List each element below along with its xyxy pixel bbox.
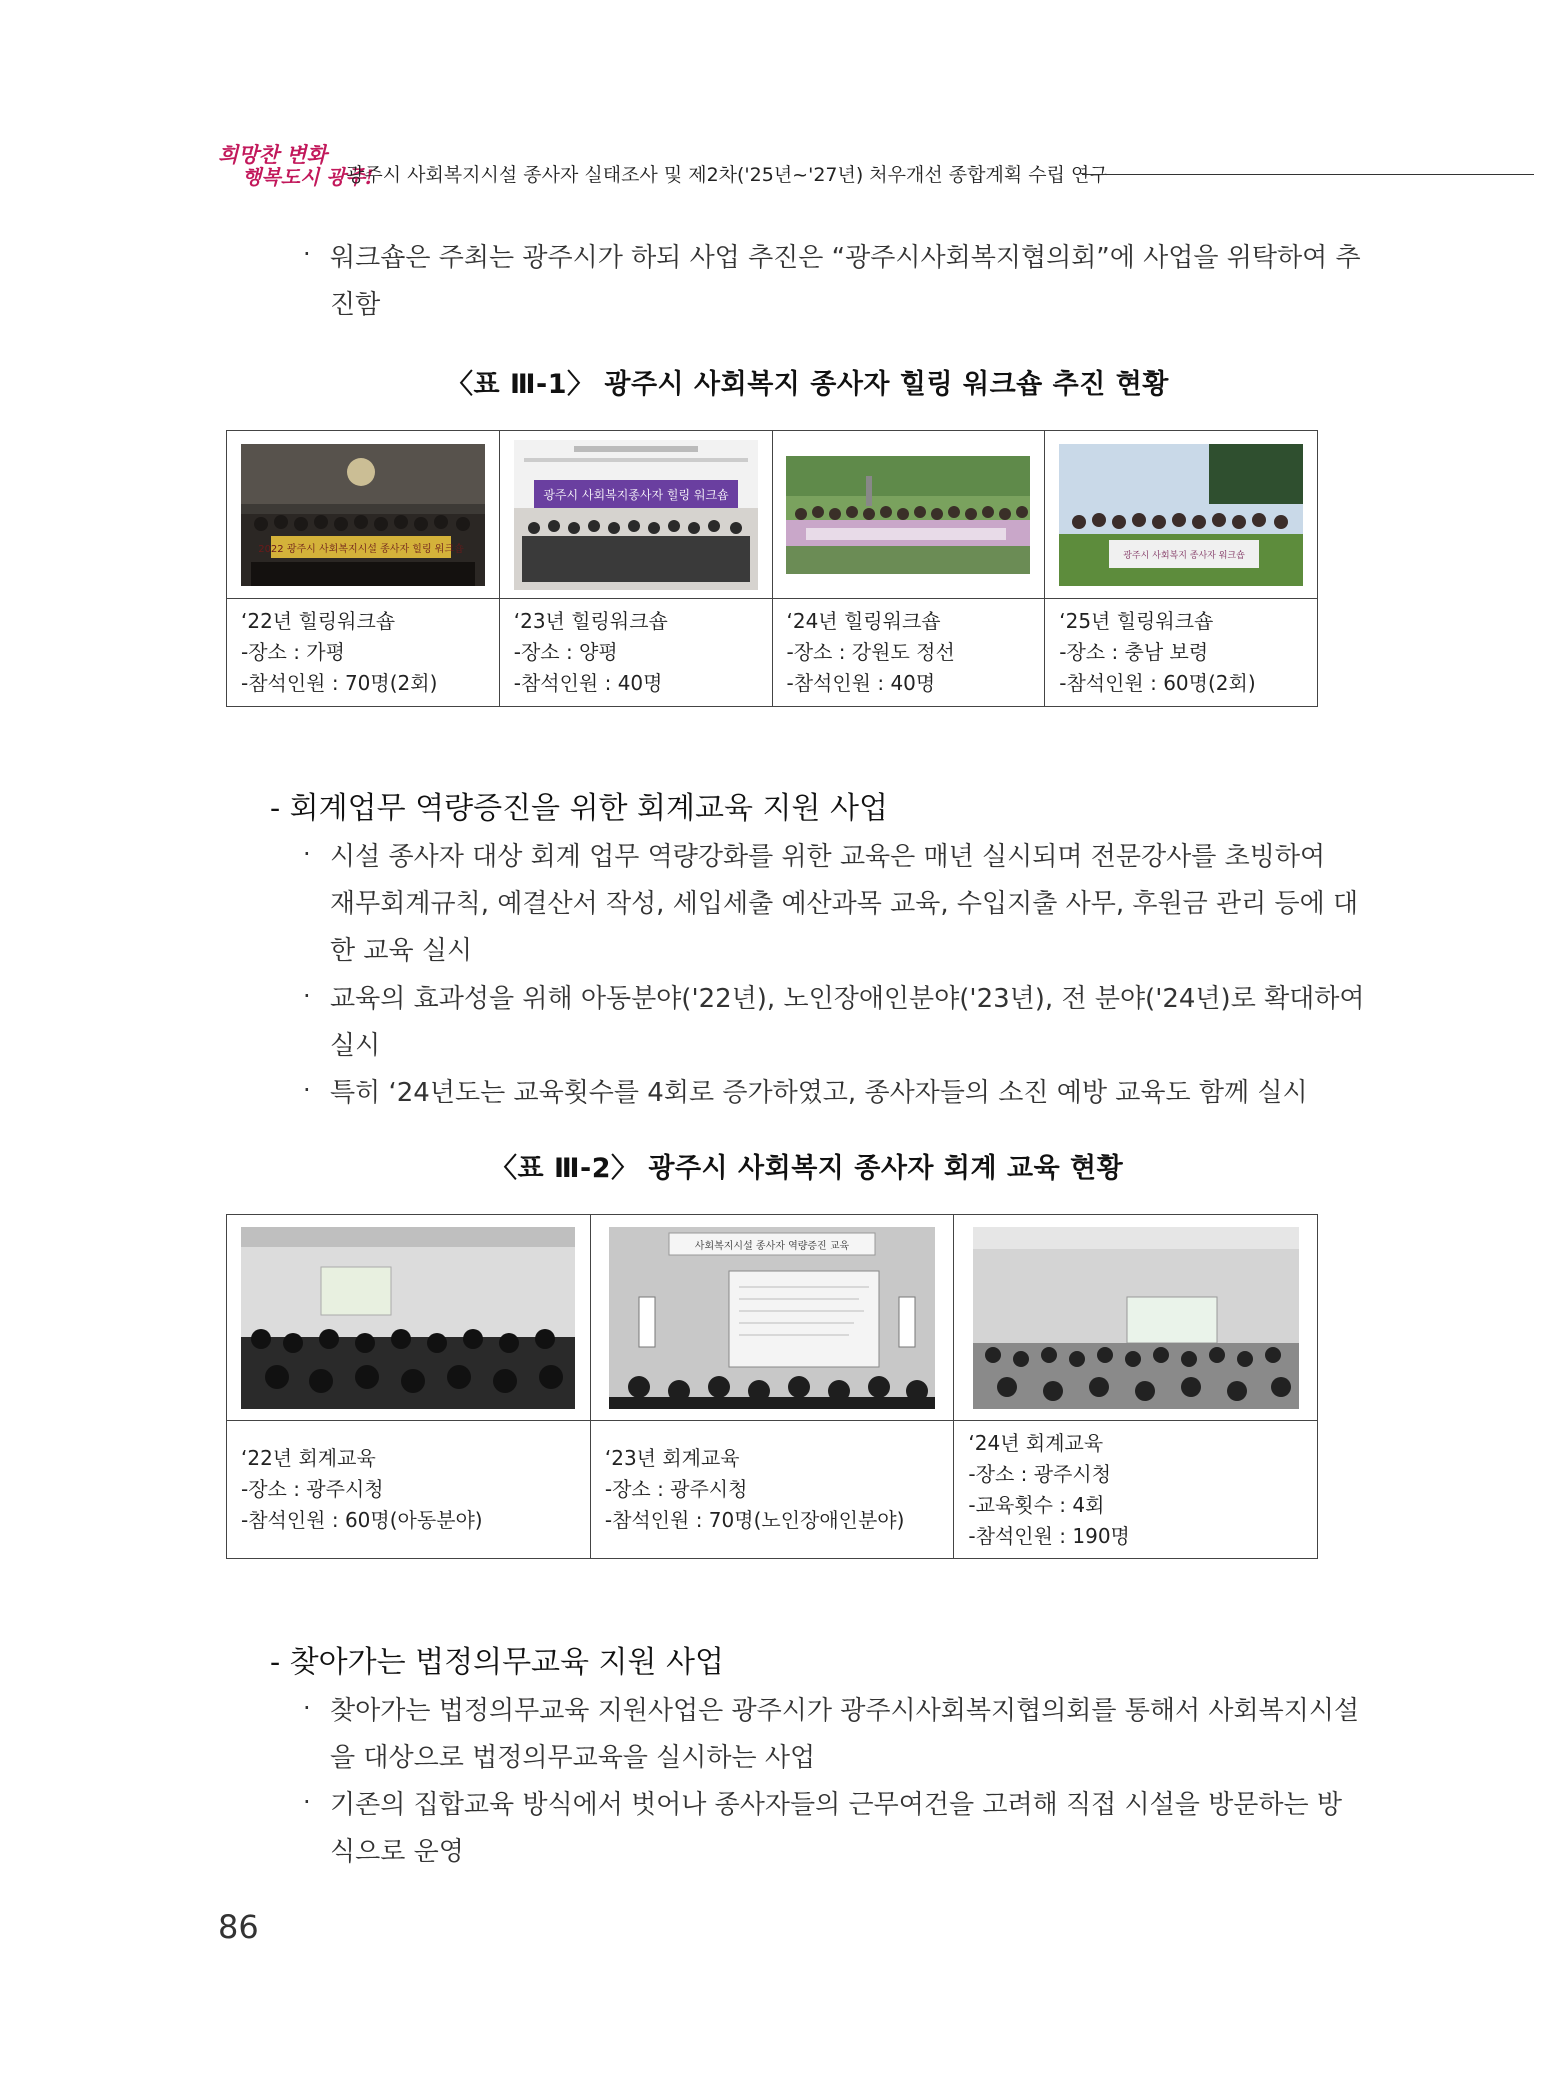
workshop-attendees: -참석인원 : 70명(2회)	[241, 671, 438, 695]
workshop-attendees: -참석인원 : 60명(2회)	[1059, 671, 1256, 695]
photo-banner-text: 광주시 사회복지종사자 힐링 워크숍	[542, 487, 729, 502]
logo-line2: 행복도시 광주!	[242, 165, 374, 189]
table1-photo-cell	[227, 431, 500, 599]
table1-photo-cell	[1045, 431, 1318, 599]
table2-photo-cell	[954, 1215, 1318, 1421]
photo-banner-text: 광주시 사회복지 종사자 워크숍	[1123, 550, 1245, 561]
accounting-place: -장소 : 광주시청	[968, 1461, 1112, 1486]
header-rule	[1082, 174, 1534, 175]
workshop-year: ‘25년 힐링워크숍	[1059, 609, 1214, 633]
table1-text-cell	[499, 599, 772, 707]
workshop-place: -장소 : 가평	[241, 640, 345, 664]
photo-2024-workshop	[786, 456, 1030, 574]
accounting-sessions: -교육횟수 : 4회	[968, 1492, 1105, 1517]
workshop-attendees: -참석인원 : 40명	[786, 671, 936, 695]
intro-bullet	[330, 235, 1361, 329]
photo-banner-text: 사회복지시설 종사자 역량증진 교육	[694, 1240, 850, 1252]
table2-photo-cell	[590, 1215, 954, 1421]
table1-photo-cell	[772, 431, 1045, 599]
bullet-line: 기존의 집합교육 방식에서 벗어나 종사자들의 근무여건을 고려해 직접 시설을 방문하는 방	[330, 1790, 1342, 1820]
bullet-mark: ·	[303, 1694, 311, 1722]
bullet-mark: ·	[303, 1076, 311, 1104]
workshop-place: -장소 : 강원도 정선	[786, 640, 955, 664]
section2-title: - 회계업무 역량증진을 위한 회계교육 지원 사업	[270, 791, 888, 826]
bullet-line: 식으로 운영	[330, 1837, 464, 1867]
photo-2023-accounting	[609, 1227, 935, 1409]
table1-text-cell	[227, 599, 500, 707]
photo-banner-text: 2022 광주시 사회복지시설 종사자 힐링 워크숍	[258, 543, 464, 555]
workshop-place: -장소 : 충남 보령	[1059, 640, 1209, 664]
photo-2023-workshop	[514, 440, 758, 590]
logo	[212, 139, 374, 189]
bullet-line: 을 대상으로 법정의무교육을 실시하는 사업	[330, 1743, 816, 1773]
bullet-mark: ·	[303, 982, 311, 1010]
photo-2025-workshop	[1059, 444, 1303, 586]
table2-photo-cell	[227, 1215, 591, 1421]
photo-2022-accounting	[241, 1227, 575, 1409]
section3-bullet-1	[330, 1688, 1360, 1782]
workshop-year: ‘24년 힐링워크숍	[786, 609, 941, 633]
bullet-line: 실시	[330, 1031, 381, 1061]
workshop-attendees: -참석인원 : 40명	[513, 671, 663, 695]
workshop-year: ‘22년 힐링워크숍	[241, 609, 396, 633]
table1-photo-cell	[499, 431, 772, 599]
accounting-attendees: -참석인원 : 60명(아동분야)	[241, 1508, 483, 1532]
accounting-place: -장소 : 광주시청	[604, 1477, 748, 1501]
bullet-line: 찾아가는 법정의무교육 지원사업은 광주시가 광주시사회복지협의회를 통해서 사회복지시설	[330, 1696, 1360, 1726]
workshop-place: -장소 : 양평	[513, 640, 618, 664]
bullet-mark: ·	[303, 1788, 311, 1816]
header-title: 광주시 사회복지시설 종사자 실태조사 및 제2차('25년~'27년) 처우개선 종합계획 수립 연구	[346, 164, 1108, 186]
table1-caption: 〈표 Ⅲ-1〉 광주시 사회복지 종사자 힐링 워크숍 추진 현황	[446, 369, 1169, 400]
section2-bullet-2	[330, 976, 1365, 1070]
bullet-line: 특히 ‘24년도는 교육횟수를 4회로 증가하였고, 종사자들의 소진 예방 교육도 함께 실시	[330, 1078, 1308, 1108]
bullet-line: 시설 종사자 대상 회계 업무 역량강화를 위한 교육은 매년 실시되며 전문강사를 초빙하여	[330, 842, 1326, 872]
logo-line1: 희망찬 변화	[218, 142, 327, 167]
page-number: 86	[218, 1908, 259, 1946]
bullet-line: 교육의 효과성을 위해 아동분야('22년), 노인장애인분야('23년), 전 분야('24년)로 확대하여	[330, 984, 1365, 1014]
table2-text-cell	[590, 1421, 954, 1559]
bullet-line: 재무회계규칙, 예결산서 작성, 세입세출 예산과목 교육, 수입지출 사무, 후원금 관리 등에 대	[330, 889, 1359, 919]
table2-caption: 〈표 Ⅲ-2〉 광주시 사회복지 종사자 회계 교육 현황	[490, 1153, 1124, 1184]
table2-text-cell	[227, 1421, 591, 1559]
section3-bullet-2	[330, 1782, 1350, 1876]
bullet-mark: ·	[303, 840, 311, 868]
accounting-year: ‘24년 회계교육	[968, 1430, 1104, 1455]
bullet-line: 한 교육 실시	[330, 936, 473, 966]
table2	[226, 1214, 1318, 1559]
photo-2022-workshop	[241, 444, 485, 586]
section3-title: - 찾아가는 법정의무교육 지원 사업	[270, 1645, 725, 1680]
accounting-year: ‘23년 회계교육	[604, 1446, 740, 1470]
bullet-mark: ·	[303, 240, 311, 268]
table1-text-cell	[1045, 599, 1318, 707]
accounting-attendees: -참석인원 : 70명(노인장애인분야)	[604, 1508, 905, 1532]
accounting-year: ‘22년 회계교육	[241, 1446, 376, 1470]
section2-bullet-3	[330, 1070, 1350, 1117]
accounting-place: -장소 : 광주시청	[241, 1477, 384, 1501]
intro-bullet-line: 진함	[330, 290, 381, 320]
photo-2024-accounting	[973, 1227, 1299, 1409]
section2-bullet-1	[330, 834, 1359, 975]
table2-text-cell	[954, 1421, 1318, 1559]
workshop-year: ‘23년 힐링워크숍	[513, 609, 668, 633]
intro-bullet-line: 워크숍은 주최는 광주시가 하되 사업 추진은 “광주시사회복지협의회”에 사업을 위탁하여 추	[330, 243, 1361, 273]
accounting-attendees: -참석인원 : 190명	[968, 1523, 1130, 1548]
table1	[226, 430, 1318, 707]
table1-text-cell	[772, 599, 1045, 707]
